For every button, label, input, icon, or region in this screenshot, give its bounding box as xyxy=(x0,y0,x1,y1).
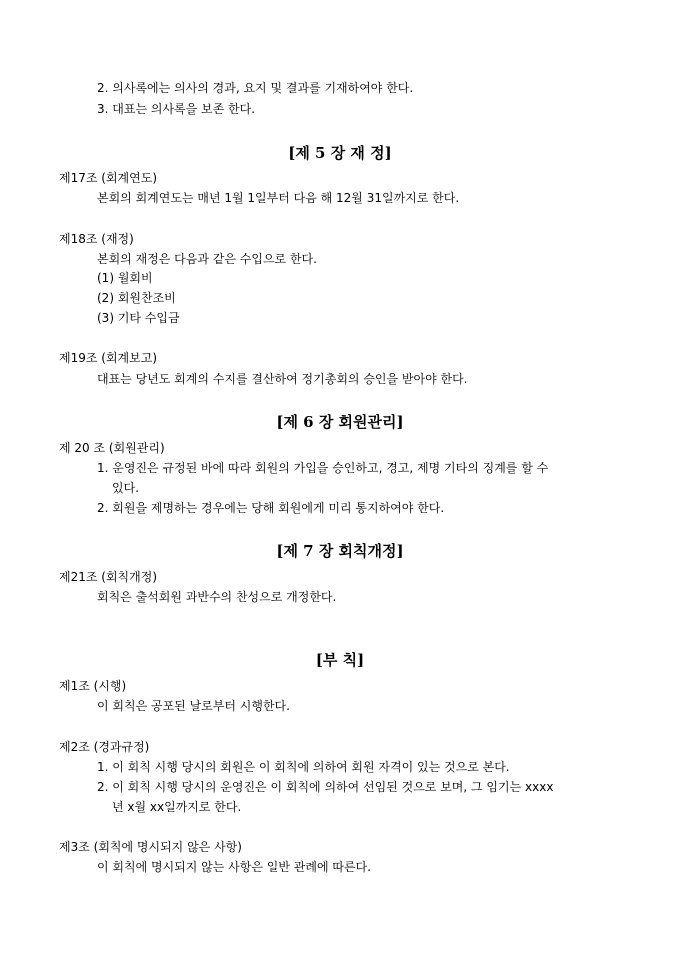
chapter-5-heading: [제 5 장 재 정] xyxy=(288,144,392,162)
article-17-title: 제17조 (회계연도) xyxy=(59,171,157,185)
minutes-item-2: 2. 의사록에는 의사의 경과, 요지 및 결과를 기재하여야 한다. xyxy=(97,81,414,95)
supplement-article-2-item-2-continued: 년 x월 xx일까지로 한다. xyxy=(112,800,242,814)
article-21-body: 회칙은 출석회원 과반수의 찬성으로 개정한다. xyxy=(97,590,337,604)
article-18-item: (3) 기타 수입금 xyxy=(97,311,180,325)
article-21-title: 제21조 (회칙개정) xyxy=(59,570,157,584)
supplement-article-1-title: 제1조 (시행) xyxy=(59,679,127,693)
article-18-body: 본회의 재정은 다음과 같은 수입으로 한다. xyxy=(97,252,317,266)
supplement-article-3-title: 제3조 (회칙에 명시되지 않은 사항) xyxy=(59,840,242,854)
supplement-article-2-item-2: 2. 이 회칙 시행 당시의 운영진은 이 회칙에 의하여 선임된 것으로 보며, 그 임기는 xxxx xyxy=(97,780,554,794)
article-20-item-1: 1. 운영진은 규정된 바에 따라 회원의 가입을 승인하고, 경고, 제명 기타의 징계를 할 수 xyxy=(97,461,549,475)
article-20-item-2: 2. 회원을 제명하는 경우에는 당해 회원에게 미리 통지하여야 한다. xyxy=(97,501,445,515)
article-18-item: (2) 회원찬조비 xyxy=(97,291,176,305)
chapter-7-heading: [제 7 장 회칙개정] xyxy=(276,542,404,560)
article-20-title: 제 20 조 (회원관리) xyxy=(59,441,165,455)
supplement-heading: [부 칙] xyxy=(315,651,365,669)
article-19-title: 제19조 (회계보고) xyxy=(59,351,157,365)
supplement-article-2-title: 제2조 (경과규정) xyxy=(59,740,150,754)
article-18-title: 제18조 (재정) xyxy=(59,232,134,246)
supplement-article-1-body: 이 회칙은 공포된 날로부터 시행한다. xyxy=(97,699,290,713)
article-18-item: (1) 월회비 xyxy=(97,271,153,285)
article-19-body: 대표는 당년도 회계의 수지를 결산하여 정기총회의 승인을 받아야 한다. xyxy=(97,372,468,386)
chapter-6-heading: [제 6 장 회원관리] xyxy=(276,413,404,431)
article-17-body: 본회의 회계연도는 매년 1월 1일부터 다음 해 12월 31일까지로 한다. xyxy=(97,191,460,205)
article-20-item-1-continued: 있다. xyxy=(112,481,139,495)
minutes-item-3: 3. 대표는 의사록을 보존 한다. xyxy=(97,102,256,116)
supplement-article-3-body: 이 회칙에 명시되지 않는 사항은 일반 관례에 따른다. xyxy=(97,860,371,874)
supplement-article-2-item-1: 1. 이 회칙 시행 당시의 회원은 이 회칙에 의하여 회원 자격이 있는 것으로 본다. xyxy=(97,760,510,774)
